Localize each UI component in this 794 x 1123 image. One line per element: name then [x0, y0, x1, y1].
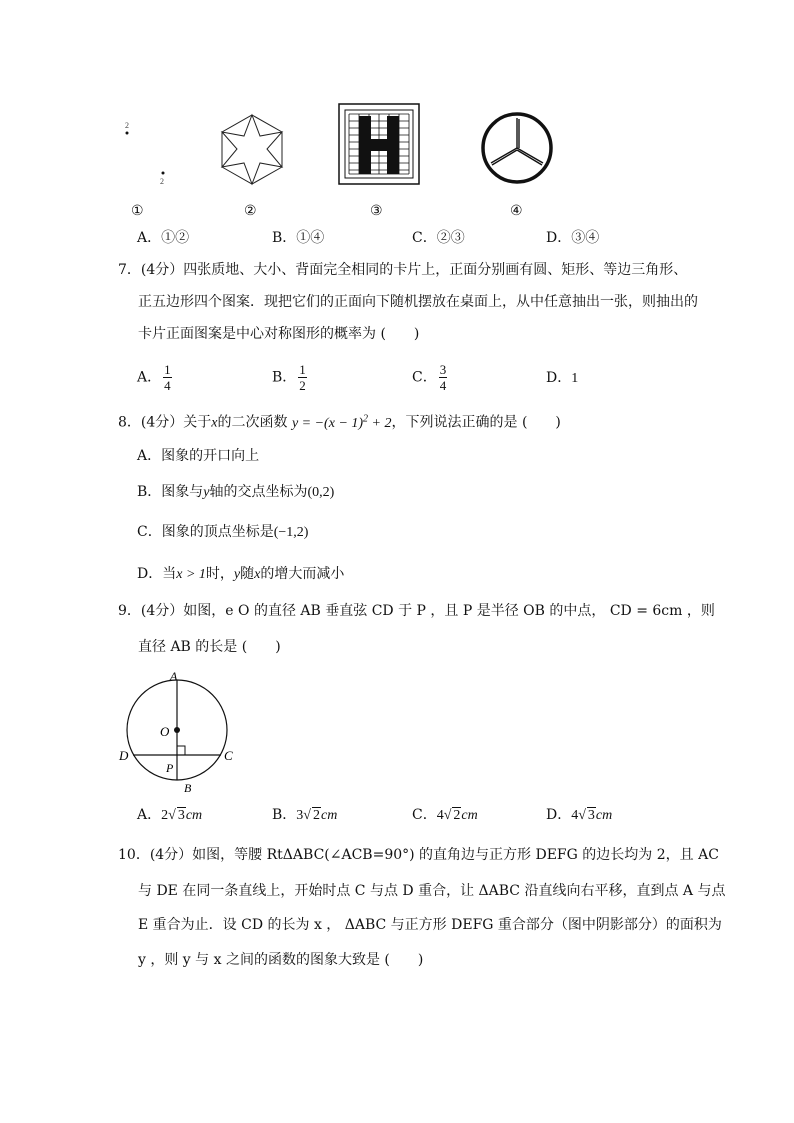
q9-label-b: B	[184, 781, 192, 795]
q7-option-d[interactable]: D．1	[546, 370, 579, 386]
q6-option-b[interactable]: B．①④	[272, 230, 325, 246]
q8-option-c[interactable]: C．图象的顶点坐标是(−1,2)	[137, 524, 309, 540]
q6-option-d[interactable]: D．③④	[546, 230, 600, 246]
q8-option-d[interactable]: D．当x > 1时，y随x的增大而减小	[137, 566, 345, 582]
q9-circle-figure	[112, 666, 242, 796]
q6-figure-label-3: ③	[370, 203, 383, 219]
q8-formula: $y = -(x - 1)^2 + 2$	[291, 413, 392, 431]
q9-option-d[interactable]: D．4√ 3cm	[546, 807, 613, 823]
q7-option-a[interactable]: A． $\frac{1}{4}$	[137, 362, 171, 393]
q10-stem-line-4: y ，则 y 与 x 之间的函数的图象大致是 ( )	[138, 952, 424, 968]
q6-figure-label-2: ②	[244, 203, 257, 219]
q7-stem-line-1: 7．(4分）四张质地、大小、背面完全相同的卡片上，正面分别画有圆、矩形、等边三角形、	[118, 262, 688, 278]
q10-stem-line-1: 10．(4分）如图，等腰 RtΔABC(∠ACB=90°) 的直角边与正方形 DEFG 的边长均为 2，且 AC	[118, 847, 719, 863]
q7-option-b[interactable]: B． $\frac{1}{2}$	[272, 362, 306, 393]
q6-figure-3-letter-h	[338, 103, 420, 185]
q10-stem-line-3: E 重合为止．设 CD 的长为 x ， ΔABC 与正方形 DEFG 重合部分（图中阴影部分）的面积为	[138, 917, 722, 933]
svg-text:2: 2	[125, 121, 129, 130]
q8-option-a[interactable]: A．图象的开口向上	[137, 448, 260, 464]
q9-label-a: A	[170, 669, 178, 683]
q9-label-o: O	[160, 724, 170, 739]
q6-option-a[interactable]: A．①②	[137, 230, 190, 246]
q9-option-a[interactable]: A．2√ 3cm	[137, 807, 203, 823]
svg-text:2: 2	[160, 177, 164, 186]
q6-figure-label-1: ①	[131, 203, 144, 219]
q6-option-c[interactable]: C．②③	[412, 230, 465, 246]
q6-figure-1	[120, 118, 170, 188]
q6-figure-4-circle-trident	[480, 111, 554, 185]
q9-label-d: D	[119, 748, 129, 763]
q6-figure-label-4: ④	[510, 203, 523, 219]
q6-figure-2-hexagon-star	[212, 112, 292, 187]
q9-label-p: P	[166, 761, 174, 775]
q8-stem: 8．(4分）关于x的二次函数 $y = -(x - 1)^2 + 2$，下列说法正确的是 ( )	[118, 413, 561, 431]
q10-stem-line-2: 与 DE 在同一条直线上，开始时点 C 与点 D 重合，让 ΔABC 沿直线向右平移，直到点 A 与点	[138, 883, 726, 899]
q8-option-b[interactable]: B．图象与y轴的交点坐标为(0,2)	[137, 484, 335, 500]
q7-stem-line-3: 卡片正面图案是中心对称图形的概率为 ( )	[138, 326, 420, 342]
q9-option-c[interactable]: C．4√ 2cm	[412, 807, 478, 823]
q9-stem-line-2: 直径 AB 的长是 ( )	[138, 639, 281, 655]
q9-label-c: C	[224, 748, 233, 763]
q7-option-c[interactable]: C． $\frac{3}{4}$	[412, 362, 447, 393]
q9-stem-line-1: 9．(4分）如图，e O 的直径 AB 垂直弦 CD 于 P ，且 P 是半径 OB 的中点， CD = 6cm ，则	[118, 603, 715, 619]
q7-stem-line-2: 正五边形四个图案．现把它们的正面向下随机摆放在桌面上，从中任意抽出一张，则抽出的	[138, 294, 698, 310]
q9-option-b[interactable]: B．3√ 2cm	[272, 807, 338, 823]
